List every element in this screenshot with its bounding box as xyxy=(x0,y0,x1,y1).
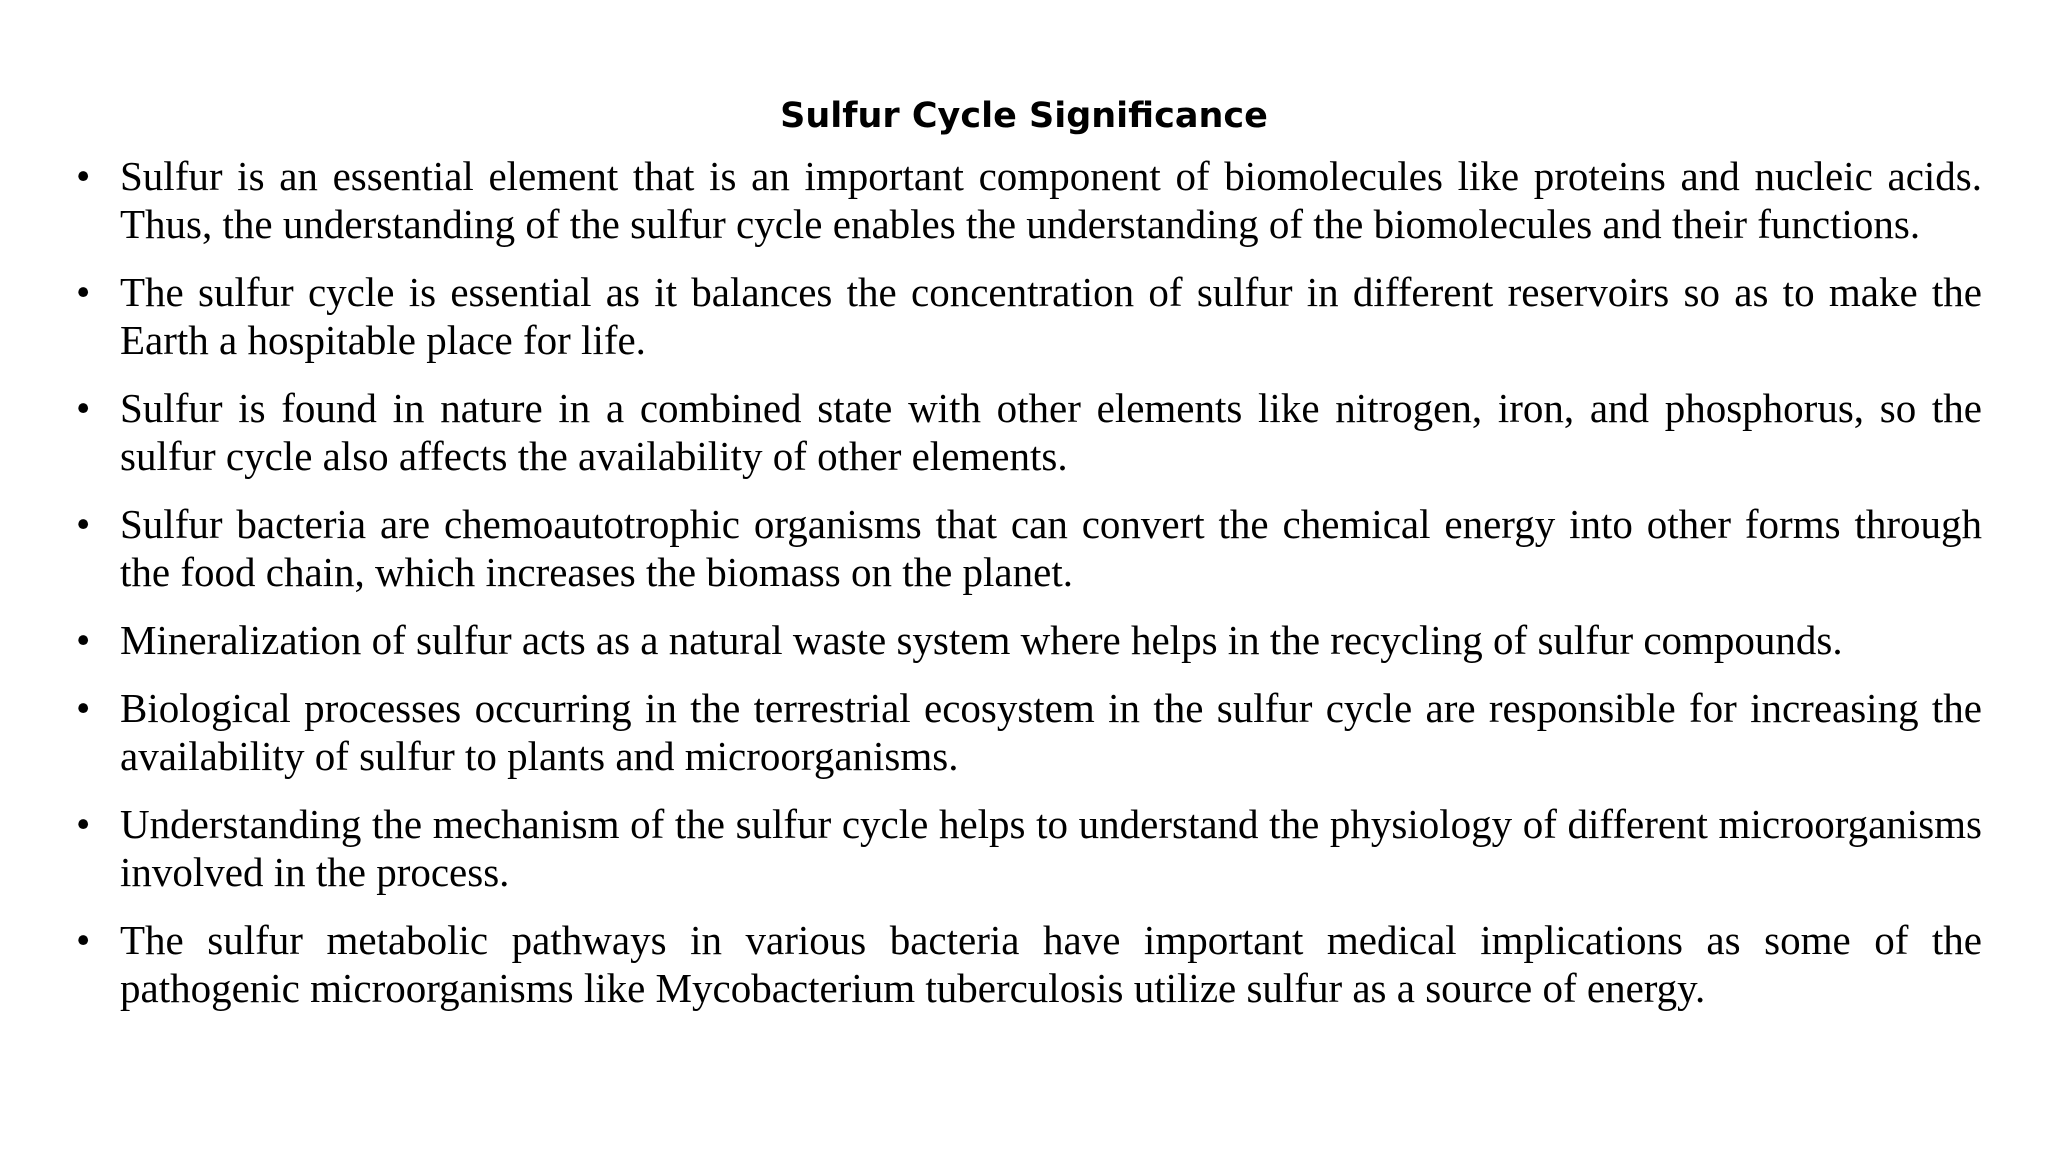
bullet-item xyxy=(76,500,1982,596)
bullet-text: Understanding the mechanism of the sulfur cycle helps to understand the physiology of different microorganisms involved in the process. xyxy=(120,801,1982,895)
bullet-dot-icon: • xyxy=(76,385,91,431)
bullet-dot-icon: • xyxy=(76,501,91,547)
bullet-dot-icon: • xyxy=(76,685,91,731)
bullet-list xyxy=(76,152,1982,1032)
bullet-dot-icon: • xyxy=(76,269,91,315)
bullet-item xyxy=(76,916,1982,1012)
bullet-dot-icon: • xyxy=(76,153,91,199)
bullet-dot-icon: • xyxy=(76,917,91,963)
bullet-item xyxy=(76,268,1982,364)
bullet-text: Biological processes occurring in the terrestrial ecosystem in the sulfur cycle are responsible for increasing the availability of sulfur to plants and microorganisms. xyxy=(120,685,1982,779)
bullet-text: Sulfur bacteria are chemoautotrophic organisms that can convert the chemical energy into other forms through the food chain, which increases the biomass on the planet. xyxy=(120,501,1982,595)
bullet-dot-icon: • xyxy=(76,801,91,847)
bullet-text: Sulfur is an essential element that is an important component of biomolecules like proteins and nucleic acids. Thus, the understanding of the sulfur cycle enables the understanding of the biomolecules and their functions. xyxy=(120,153,1982,247)
bullet-text: The sulfur cycle is essential as it balances the concentration of sulfur in different reservoirs so as to make the Earth a hospitable place for life. xyxy=(120,269,1982,363)
bullet-item xyxy=(76,152,1982,248)
bullet-item xyxy=(76,684,1982,780)
bullet-item xyxy=(76,616,1982,664)
slide-title: Sulfur Cycle Significance xyxy=(780,96,1268,136)
bullet-text: Sulfur is found in nature in a combined state with other elements like nitrogen, iron, and phosphorus, so the sulfur cycle also affects the availability of other elements. xyxy=(120,385,1982,479)
bullet-text: Mineralization of sulfur acts as a natural waste system where helps in the recycling of sulfur compounds. xyxy=(120,617,1843,663)
bullet-text: The sulfur metabolic pathways in various bacteria have important medical implications as some of the pathogenic microorganisms like Mycobacterium tuberculosis utilize sulfur as a source of energy. xyxy=(120,917,1982,1011)
bullet-item xyxy=(76,800,1982,896)
bullet-item xyxy=(76,384,1982,480)
bullet-dot-icon: • xyxy=(76,617,91,663)
